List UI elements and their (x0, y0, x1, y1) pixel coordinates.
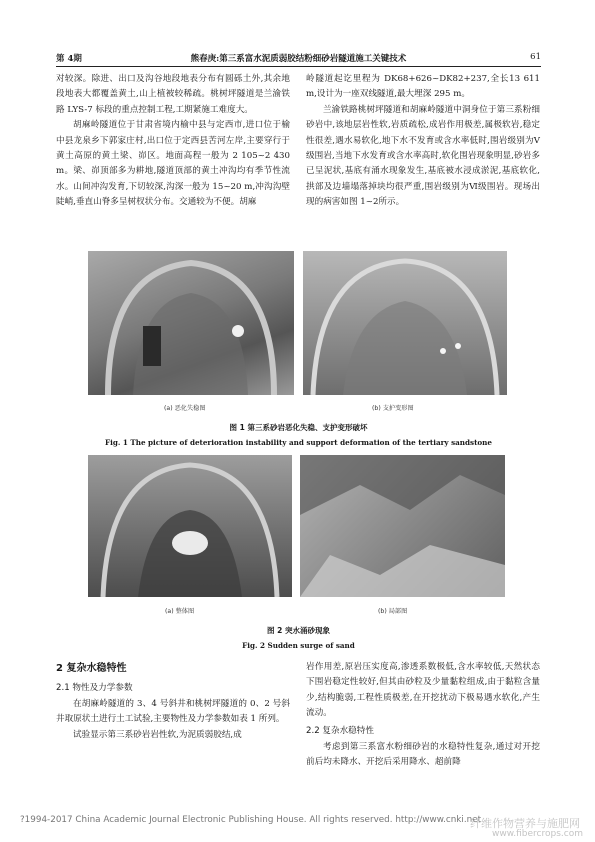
paragraph: 岩作用差,原岩压实度高,渗透系数极低,含水率较低,天然状态下围岩稳定性较好,但其由砂粒及少量黏粒组成,由于黏粒含量少,结构脆弱,工程性质极差,在开挖扰动下极易遇水软化,产生流动。 (306, 662, 540, 719)
figure2-photo-b (300, 455, 505, 597)
tunnel-photo-a-illustration (88, 251, 294, 395)
figure1-panel-b-label: (b) 支护变形图 (372, 405, 414, 412)
paragraph: 试验显示第三系砂岩岩性软,为泥质弱胶结,成 (73, 729, 242, 740)
figure2-caption-en: Fig. 2 Sudden surge of sand (242, 641, 355, 650)
subsection-heading: 2.1 物性及力学参数 (56, 683, 133, 693)
issue-number: 第 4期 (56, 54, 82, 64)
running-title: 熊春庚:第三系富水泥质弱胶结粉细砂岩隧道施工关键技术 (190, 54, 407, 64)
section-heading: 2 复杂水稳特性 (56, 663, 127, 674)
left-column-lower (56, 657, 290, 743)
paragraph: 岭隧道起讫里程为 DK68+626~DK82+237,全长13 611 m,设计为一座双线隧道,最大埋深 295 m。 (306, 74, 540, 100)
paragraph: 考虑到第三系富水粉细砂岩的水稳特性复杂,通过对开挖前后均未降水、开挖后采用降水、超前降 (306, 741, 540, 768)
sand-surge-illustration (300, 455, 505, 597)
paragraph: 对较深。除进、出口及沟谷地段地表分布有圆砾土外,其余地段地表大都覆盖黄土,山上植被较稀疏。桃树坪隧道是兰渝铁路 LYS-7 标段的重点控制工程,工期紧施工难度大。 (56, 74, 290, 115)
paragraph: 在胡麻岭隧道的 3、4 号斜井和桃树坪隧道的 0、2 号斜井取原状土进行土工试验,主要物性及力学参数如表 1 所列。 (56, 699, 290, 725)
paragraph: 兰渝铁路桃树坪隧道和胡麻岭隧道中洞身位于第三系粉细砂岩中,该地层岩性软,岩质疏松,成岩作用极差,属极软岩,稳定性很差,遇水易软化,地下水不发育或含水率低时,围岩级别为Ⅴ级围岩,当地下水发育或含水率高时,软化围岩现象明显,砂岩多已呈泥状,基底有涌水现象发生,基底被水浸成淤泥,基底软化,拱部及边墙塌落掉块均很严重,围岩级别为Ⅵ级围岩。现场出现的病害如图 1~2所示。 (306, 104, 540, 208)
copyright-footer: ?1994-2017 China Academic Journal Electronic Publishing House. All rights reserved. http://www.cnki.net (20, 815, 482, 825)
page-number: 61 (530, 52, 541, 62)
paragraph: 胡麻岭隧道位于甘肃省境内榆中县与定西市,进口位于榆中县龙泉乡下郭家庄村,出口位于定西县苦河左岸,主要穿行于黄土高原的黄土梁、峁区。地面高程一般为 2 105~2 430 m。梁、峁顶部多为耕地,隧道顶部的黄土冲沟均有季节性流水。山间冲沟发育,下切较深,沟深一般为 15~20 m,冲沟沟壁陡峭,垂直山脊多呈树杈状分布。交通较为不便。胡麻 (56, 120, 290, 208)
left-column-upper (56, 72, 290, 211)
figure2-panel-a-label: (a) 整体图 (165, 608, 195, 615)
figure2-photo-a (88, 455, 292, 597)
subsection-heading: 2.2 复杂水稳特性 (306, 725, 374, 736)
watermark-url: www.fibercrops.com (492, 829, 583, 839)
figure1-photo-a (88, 251, 294, 395)
watermark-text: 纤维作物营养与施肥网 (470, 817, 580, 830)
header-rule (56, 66, 541, 67)
figure2-caption-cn: 图 2 突水涌砂现象 (267, 626, 330, 635)
running-header (56, 52, 541, 66)
tunnel-photo-c-illustration (88, 455, 292, 597)
figure1-panel-a-label: (a) 恶化失稳图 (164, 405, 206, 412)
figure1-caption-cn: 图 1 第三系砂岩恶化失稳、支护变形破坏 (229, 423, 368, 432)
right-column-upper (306, 72, 540, 211)
right-column-lower (306, 660, 540, 770)
figure1-caption-en: Fig. 1 The picture of deterioration instability and support deformation of the tertiary sandstone (105, 438, 492, 447)
tunnel-photo-b-illustration (303, 251, 507, 395)
figure1-photo-b (303, 251, 507, 395)
figure2-panel-b-label: (b) 局部图 (378, 608, 408, 615)
